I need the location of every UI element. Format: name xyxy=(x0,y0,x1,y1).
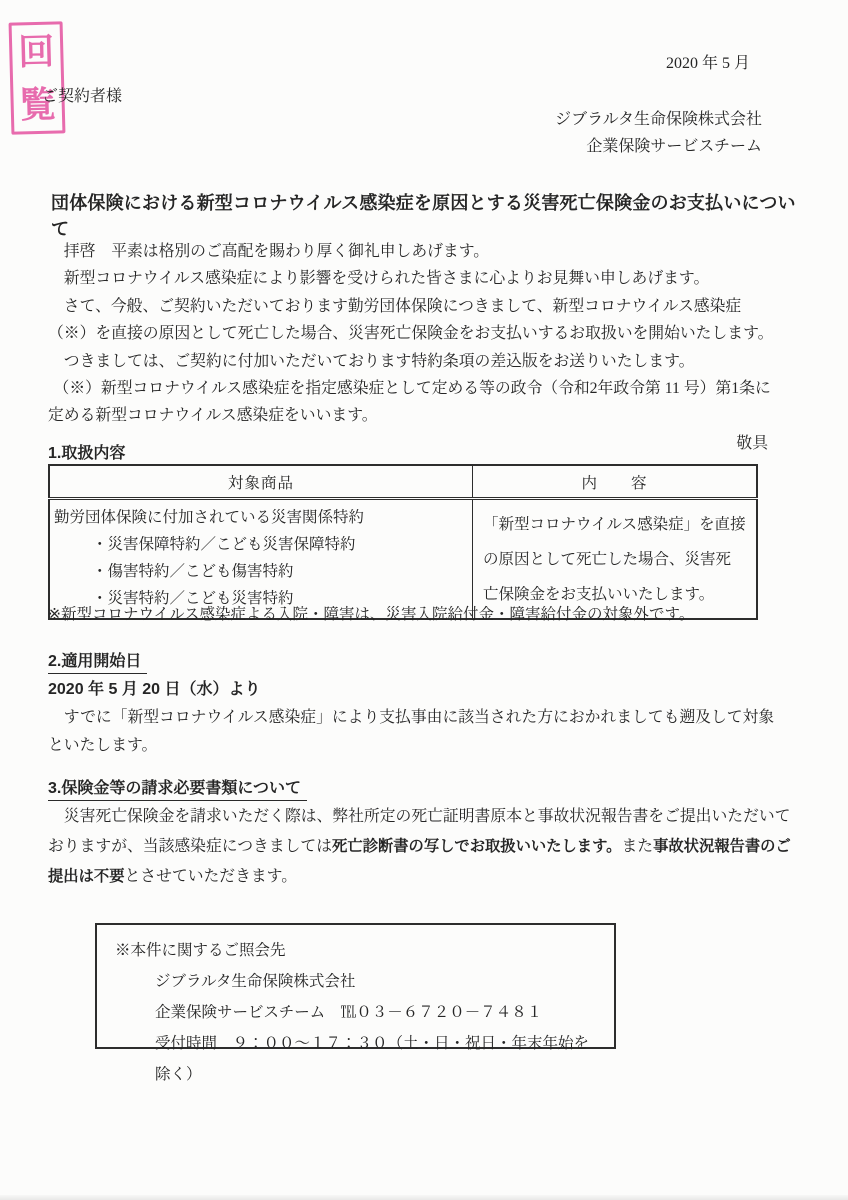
stamp-char-top: 回 xyxy=(17,31,55,72)
docs-seg5: とさせていただきます。 xyxy=(124,868,298,885)
product-bullet-1: ・災害保障特約／こども災害保障特約 xyxy=(92,536,356,553)
docs-seg4-bold: 事故状況報告書のご提出は不要 xyxy=(48,838,791,885)
retroactive-paragraph: すでに「新型コロナウイルス感染症」により支払事由に該当された方におかれましても遡及して対象といたします。 xyxy=(48,709,775,754)
docs-seg2-bold: 死亡診断書の写しでお取扱いいたします。 xyxy=(332,838,622,855)
products-intro: 勤労団体保険に付加されている災害関係特約 xyxy=(54,509,365,526)
products-cell xyxy=(49,499,473,620)
sender-block xyxy=(555,106,762,160)
circulation-stamp xyxy=(9,21,66,134)
docs-seg1: 災害死亡保険金を請求いただく際は、弊社所定の死亡証明書原本と事故状況報告書をご提出いただいておりますが、当該感染症につきましては xyxy=(48,808,791,855)
table-body-row xyxy=(49,499,757,620)
docs-seg3: また xyxy=(621,838,654,855)
document-date: 2020 年 5 月 xyxy=(665,55,750,72)
application-start-date: 2020 年 5 月 20 日（水）より xyxy=(48,681,261,698)
closing-keigu: 敬具 xyxy=(736,434,768,452)
sympathy-paragraph: 新型コロナウイルス感染症により影響を受けられた皆さまに心よりお見舞い申しあげます。 xyxy=(63,270,710,288)
contact-box xyxy=(95,923,616,1083)
section3-heading: 3.保険金等の請求必要書類について xyxy=(48,775,307,801)
handling-table xyxy=(48,464,758,620)
product-bullet-2: ・傷害特約／こども傷害特約 xyxy=(92,563,294,580)
letter-body xyxy=(48,238,780,457)
rider-insert-paragraph: つきましては、ご契約に付加いただいております特約条項の差込版をお送りいたします。 xyxy=(63,352,695,370)
sender-company: ジブラルタ生命保険株式会社 xyxy=(555,111,762,128)
product-bullet-3: ・災害特約／こども災害特約 xyxy=(92,590,294,607)
contact-company: ジブラルタ生命保険株式会社 xyxy=(155,973,356,990)
table-header-row xyxy=(49,465,757,499)
stamp-char-bottom: 覧 xyxy=(19,84,57,125)
col-header-products: 対象商品 xyxy=(49,465,473,499)
legal-definition-paragraph: （※）新型コロナウイルス感染症を指定感染症として定める等の政令（令和2年政令第 11 号）第1条に定める新型コロナウイルス感染症をいいます。 xyxy=(48,380,771,425)
contact-hours: 受付時間 ９：００～１７：３０（土・日・祝日・年末年始を除く） xyxy=(155,1035,590,1083)
col-header-content: 内 容 xyxy=(473,465,758,499)
contact-team-phone: 企業保険サービスチーム ℡０３－６７２０－７４８１ xyxy=(155,1004,543,1021)
document-title: 団体保険における新型コロナウイルス感染症を原因とする災害死亡保険金のお支払いについて xyxy=(51,193,796,239)
content-cell: 「新型コロナウイルス感染症」を直接の原因として死亡した場合、災害死亡保険金をお支払いいたします。 xyxy=(473,499,758,620)
section2-heading: 2.適用開始日 xyxy=(48,648,147,674)
sender-team: 企業保険サービスチーム xyxy=(586,138,762,155)
scan-bottom-edge xyxy=(0,1195,848,1200)
required-documents-paragraph xyxy=(48,802,796,892)
contact-box-title: ※本件に関するご照会先 xyxy=(115,942,286,959)
table-footnote: ※新型コロナウイルス感染症よる入院・障害は、災害入院給付金・障害給付金の対象外です。 xyxy=(48,606,695,623)
section1-heading: 1.取扱内容 xyxy=(48,440,131,466)
addressee: ご契約者様 xyxy=(42,88,123,105)
greeting-paragraph: 拝啓 平素は格別のご高配を賜わり厚く御礼申しあげます。 xyxy=(63,243,490,260)
announcement-paragraph: さて、今般、ご契約いただいております勤労団体保険につきまして、新型コロナウイルス感染症（※）を直接の原因として死亡した場合、災害死亡保険金をお支払いするお取扱いを開始いたします。 xyxy=(48,297,774,343)
